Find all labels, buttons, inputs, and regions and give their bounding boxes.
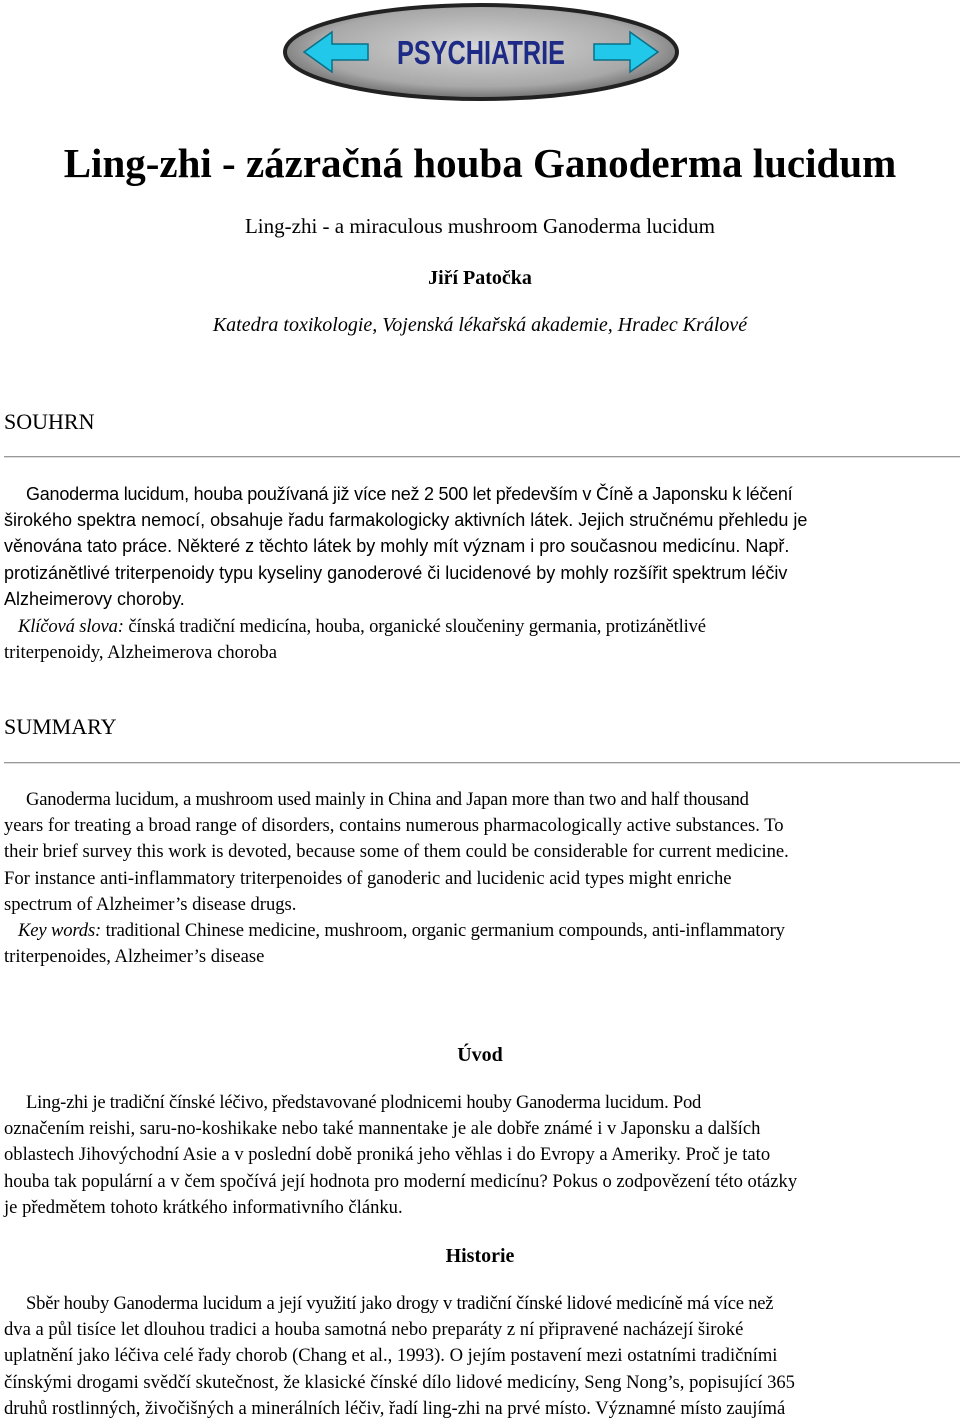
summary-line: spectrum of Alzheimer’s disease drugs. <box>4 893 297 915</box>
souhrn-line: věnována tato práce. Některé z těchto látek by mohly mít význam i pro současnou medicínu. Např. <box>4 536 790 557</box>
souhrn-divider <box>4 456 960 458</box>
summary-line: years for treating a broad range of disorders, contains numerous pharmacologically active substances. To <box>4 815 784 837</box>
historie-line: uplatnění jako léčiva celé řady chorob (Chang et al., 1993). O jejím postavení mezi ostatními tradičními <box>4 1345 778 1367</box>
summary-divider <box>4 762 960 764</box>
psychiatrie-banner[interactable] <box>282 2 680 102</box>
article-title: Ling-zhi - zázračná houba Ganoderma lucidum <box>63 140 897 186</box>
uvod-body <box>4 1090 960 1221</box>
historie-line: druhů rostlinných, živočišných a minerálních léčiv, řadí ling-zhi na prvé místo. Významné místo zaujímá <box>4 1397 786 1419</box>
uvod-heading: Úvod <box>457 1044 503 1066</box>
historie-heading: Historie <box>445 1245 515 1267</box>
summary-heading: SUMMARY <box>4 714 117 739</box>
souhrn-line: Ganoderma lucidum, houba používaná již více než 2 500 let především v Číně a Japonsku k léčení <box>26 484 793 504</box>
uvod-line: Ling-zhi je tradiční čínské léčivo, představované plodnicemi houby Ganoderma lucidum. Pod <box>26 1092 702 1113</box>
historie-line: dva a půl tisíce let dlouhou tradici a houba samotná nebo preparáty z ní připravené nacházejí široké <box>4 1319 744 1341</box>
souhrn-keywords <box>4 614 960 666</box>
summary-line: Ganoderma lucidum, a mushroom used mainly in China and Japan more than two and half thousand <box>26 789 749 810</box>
banner-label: PSYCHIATRIE <box>397 34 565 71</box>
summary-line: their brief survey this work is devoted, because some of them could be considerable for current medicine. <box>4 841 789 863</box>
summary-abstract <box>4 787 960 970</box>
keywords-text: traditional Chinese medicine, mushroom, organic germanium compounds, anti-inflammatory <box>101 920 785 942</box>
souhrn-line: protizánětlivé triterpenoidy typu kyseliny ganoderové či lucidenové by mohly rozšířit spektrum léčiv <box>4 562 788 583</box>
article-subtitle: Ling-zhi - a miraculous mushroom Ganoderma lucidum <box>244 214 716 238</box>
keywords-text: čínská tradiční medicína, houba, organické sloučeniny germania, protizánětlivé <box>123 616 706 637</box>
uvod-line: oblastech Jihovýchodní Asie a v poslední době proniká jeho věhlas i do Evropy a Ameriky. Proč je tato <box>4 1144 771 1166</box>
article-affiliation: Katedra toxikologie, Vojenská lékařská akademie, Hradec Králové <box>212 314 748 336</box>
uvod-line: je předmětem tohoto krátkého informativního článku. <box>4 1196 403 1218</box>
keywords-label: Key words: <box>18 920 102 942</box>
uvod-line: označením reishi, saru-no-koshikake nebo také mannentake je ale dobře známé i v Japonsku a dalších <box>4 1118 761 1140</box>
keywords-text: triterpenoidy, Alzheimerova choroba <box>4 642 277 664</box>
summary-line: For instance anti-inflammatory triterpenoides of ganoderic and lucidenic acid types might enriche <box>4 867 732 889</box>
souhrn-abstract <box>4 481 960 612</box>
souhrn-line: Alzheimerovy choroby. <box>4 588 185 609</box>
souhrn-heading: SOUHRN <box>4 409 95 434</box>
historie-line: Sběr houby Ganoderma lucidum a její využití jako drogy v tradiční čínské lidové medicíně má více než <box>26 1293 774 1314</box>
historie-line: čínskými drogami svědčí skutečnost, že klasické čínské dílo lidové medicíny, Seng Nong’s, popisující 365 <box>4 1371 795 1393</box>
historie-body <box>4 1291 960 1422</box>
article-author: Jiří Patočka <box>428 267 532 289</box>
uvod-line: houba tak populární a v čem spočívá její hodnota pro moderní medicínu? Pokus o zodpovězení této otázky <box>4 1170 798 1192</box>
souhrn-line: širokého spektra nemocí, obsahuje řadu farmakologicky aktivních látek. Jejich stručnému přehledu je <box>4 510 808 531</box>
keywords-label: Klíčová slova: <box>18 616 124 637</box>
keywords-text: triterpenoides, Alzheimer’s disease <box>4 946 265 968</box>
